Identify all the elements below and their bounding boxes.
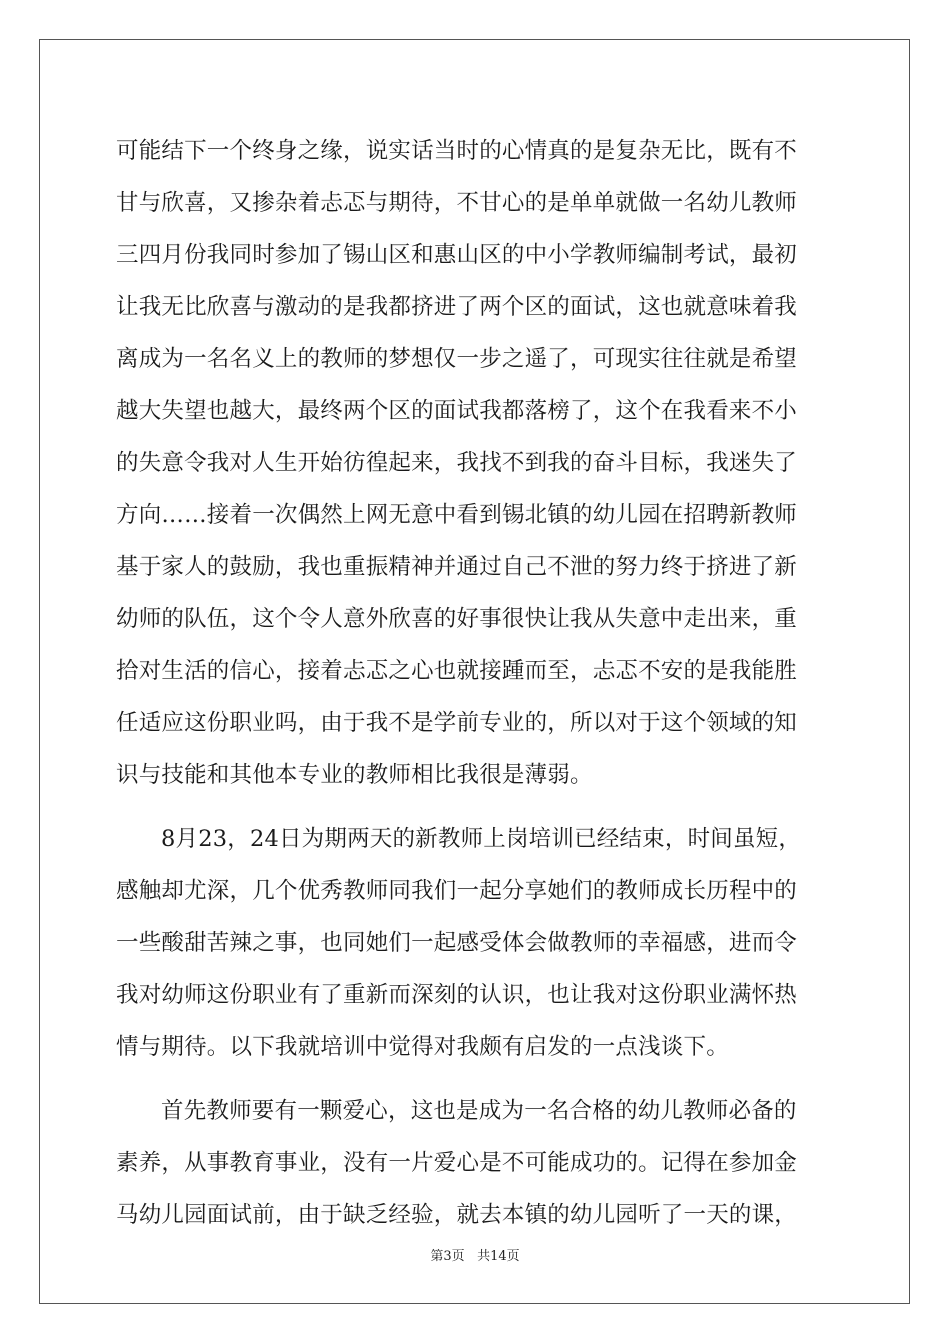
text-line: 离成为一名名义上的教师的梦想仅一步之遥了，可现实往往就是希望 — [116, 346, 798, 372]
text-line: 情与期待。以下我就培训中觉得对我颇有启发的一点浅谈下。 — [116, 1034, 729, 1060]
text-line: 越大失望也越大，最终两个区的面试我都落榜了，这个在我看来不小 — [116, 398, 798, 424]
paragraph-gap — [116, 1073, 836, 1085]
text-line: 我对幼师这份职业有了重新而深刻的认识，也让我对这份职业满怀热 — [116, 982, 798, 1008]
page-number: 第3页 — [430, 1249, 465, 1264]
text-line: 感触却尤深，几个优秀教师同我们一起分享她们的教师成长历程中的 — [116, 878, 798, 904]
text-line: 方向……接着一次偶然上网无意中看到锡北镇的幼儿园在招聘新教师 — [116, 502, 798, 528]
text-line: 任适应这份职业吗，由于我不是学前专业的，所以对于这个领域的知 — [116, 710, 798, 736]
text-line: 首先教师要有一颗爱心，这也是成为一名合格的幼儿教师必备的 — [161, 1098, 797, 1124]
text-line: 三四月份我同时参加了锡山区和惠山区的中小学教师编制考试，最初 — [116, 242, 798, 268]
footer-spacer — [465, 1249, 477, 1264]
page-total: 共14页 — [477, 1249, 520, 1264]
text-line: 幼师的队伍，这个令人意外欣喜的好事很快让我从失意中走出来，重 — [116, 606, 798, 632]
document-body — [116, 125, 836, 1241]
paragraph-gap — [116, 801, 836, 813]
text-line: 拾对生活的信心，接着忐忑之心也就接踵而至，忐忑不安的是我能胜 — [116, 658, 798, 684]
paragraph — [116, 125, 836, 801]
text-line: 一些酸甜苦辣之事，也同她们一起感受体会做教师的幸福感，进而令 — [116, 930, 798, 956]
text-line: 识与技能和其他本专业的教师相比我很是薄弱。 — [116, 762, 593, 788]
text-line: 素养，从事教育事业，没有一片爱心是不可能成功的。记得在参加金 — [116, 1150, 798, 1176]
page-footer — [0, 1245, 950, 1264]
text-line: 可能结下一个终身之缘，说实话当时的心情真的是复杂无比，既有不 — [116, 138, 798, 164]
text-line: 甘与欣喜，又掺杂着忐忑与期待，不甘心的是单单就做一名幼儿教师 — [116, 190, 798, 216]
paragraph — [116, 813, 836, 1073]
text-line: 基于家人的鼓励，我也重振精神并通过自己不泄的努力终于挤进了新 — [116, 554, 798, 580]
text-line: 8月23，24日为期两天的新教师上岗培训已经结束，时间虽短， — [161, 826, 802, 852]
text-line: 让我无比欣喜与激动的是我都挤进了两个区的面试，这也就意味着我 — [116, 294, 798, 320]
text-line: 马幼儿园面试前，由于缺乏经验，就去本镇的幼儿园听了一天的课， — [116, 1202, 798, 1228]
text-line: 的失意令我对人生开始彷徨起来，我找不到我的奋斗目标，我迷失了 — [116, 450, 798, 476]
paragraph — [116, 1085, 836, 1241]
